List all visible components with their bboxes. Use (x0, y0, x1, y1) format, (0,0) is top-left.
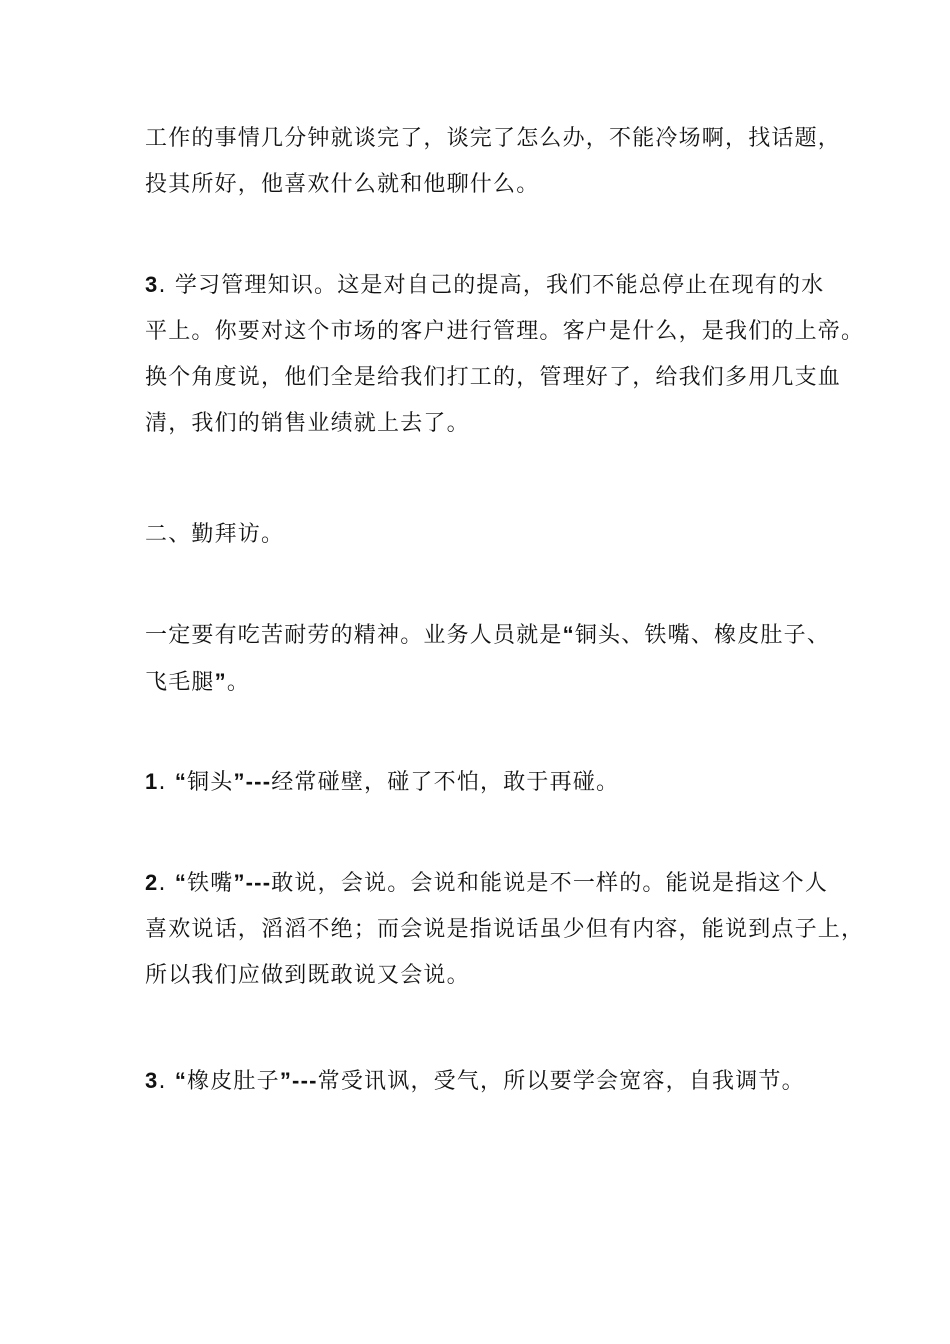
close-quote: ” (279, 1068, 293, 1093)
open-quote: “ (174, 1068, 188, 1093)
item-text: 经常碰壁，碰了不怕，敢于再碰。 (271, 770, 620, 795)
text-run: 铜头、铁嘴、橡皮肚子、 (574, 623, 831, 648)
open-quote: “ (174, 769, 188, 794)
list-item (145, 759, 810, 806)
item-number: 3 (145, 1068, 159, 1093)
item-number: 3 (145, 272, 159, 297)
item-text: 敢说，会说。会说和能说是不一样的。能说是指这个人 (271, 871, 829, 896)
paragraph-work-talk (145, 116, 842, 208)
item-dash: --- (292, 1068, 318, 1093)
text-line (145, 759, 810, 806)
item-separator: . (158, 1069, 175, 1094)
text-line (145, 612, 831, 659)
item-term: 铁嘴 (187, 871, 234, 896)
item-term: 橡皮肚子 (187, 1069, 280, 1094)
open-quote: “ (562, 622, 575, 647)
text-line: 工作的事情几分钟就谈完了，谈完了怎么办，不能冷场啊，找话题， (145, 126, 842, 151)
text-line: 所以我们应做到既敢说又会说。 (145, 963, 470, 988)
section-heading (145, 512, 810, 558)
list-item (145, 1058, 810, 1105)
text-run: . 学习管理知识。这是对自己的提高，我们不能总停止在现有的水 (158, 273, 825, 298)
text-run: 飞毛腿 (145, 670, 215, 695)
paragraph-hardworking-spirit (145, 612, 831, 706)
text-run: 。 (226, 670, 251, 695)
open-quote: “ (174, 870, 188, 895)
item-term: 铜头 (187, 770, 234, 795)
text-line: 清，我们的销售业绩就上去了。 (145, 411, 470, 436)
item-dash: --- (245, 769, 272, 794)
heading-text: 二、勤拜访。 (145, 522, 285, 547)
text-line: 平上。你要对这个市场的客户进行管理。客户是什么，是我们的上帝。 (145, 319, 865, 344)
item-dash: --- (245, 870, 272, 895)
item-text: 常受讯讽，受气，所以要学会宽容，自我调节。 (317, 1069, 805, 1094)
item-separator: . (158, 871, 175, 896)
item-number: 1 (145, 769, 159, 794)
close-quote: ” (214, 669, 227, 694)
text-line (145, 860, 829, 907)
close-quote: ” (233, 870, 246, 895)
text-run: 一定要有吃苦耐劳的精神。业务人员就是 (145, 623, 563, 648)
text-line (145, 659, 810, 706)
close-quote: ” (233, 769, 246, 794)
text-line (145, 1058, 810, 1105)
text-line: 喜欢说话，滔滔不绝；而会说是指说话虽少但有内容，能说到点子上， (145, 917, 865, 942)
item-separator: . (158, 770, 175, 795)
item-number: 2 (145, 870, 159, 895)
text-line: 投其所好，他喜欢什么就和他聊什么。 (145, 172, 540, 197)
text-line (145, 262, 825, 309)
list-item (145, 860, 865, 999)
paragraph-management-knowledge (145, 262, 865, 447)
text-line: 换个角度说，他们全是给我们打工的，管理好了，给我们多用几支血 (145, 365, 842, 390)
